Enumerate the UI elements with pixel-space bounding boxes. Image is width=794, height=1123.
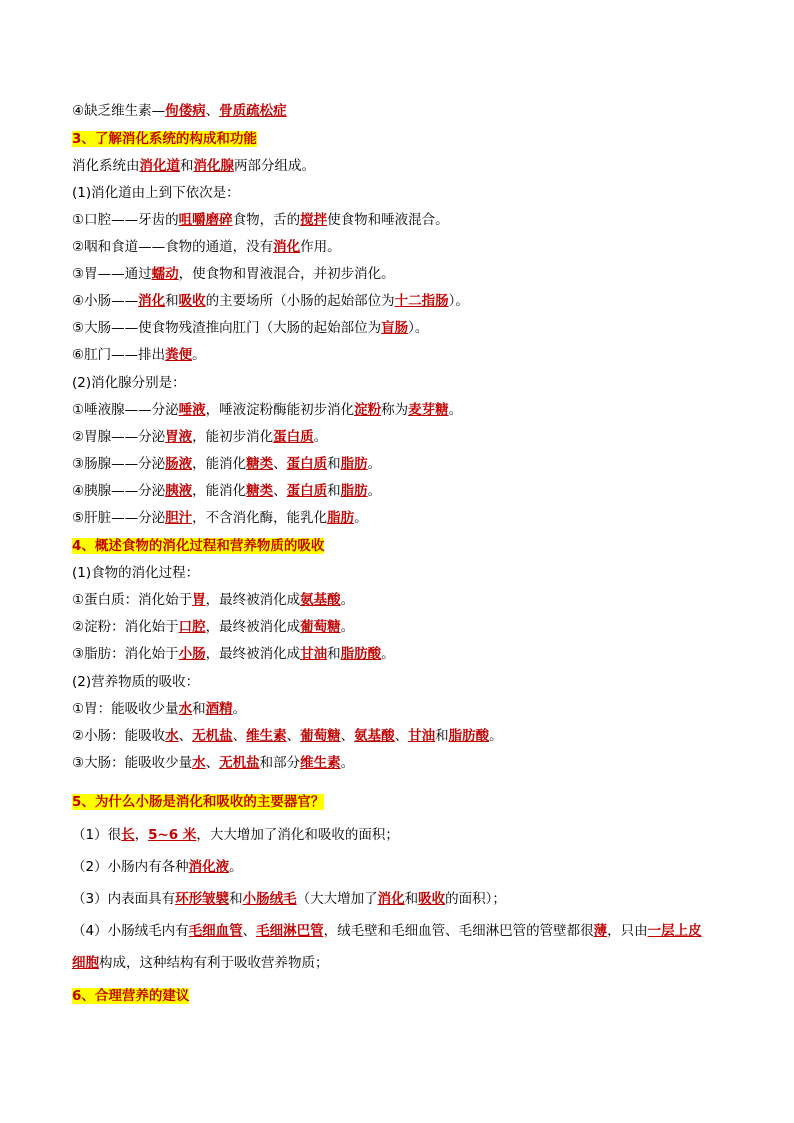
text: ，能初步消化: [192, 429, 274, 445]
text: （3）内表面具有: [72, 891, 176, 907]
text: 。: [313, 429, 328, 445]
keyword-answer: 胰液: [165, 483, 193, 499]
keyword-answer: 消化: [377, 891, 405, 907]
text: ，只由: [607, 923, 648, 939]
absorption-stomach: [72, 700, 246, 718]
keyword-answer: 咀嚼磨碎: [178, 212, 233, 228]
text: 和: [192, 701, 206, 717]
text: ，能消化: [192, 456, 247, 472]
text: ③肠腺——分泌: [72, 456, 166, 472]
keyword-answer: 细胞: [72, 955, 99, 971]
text: 。: [367, 483, 382, 499]
keyword-answer: 毛细淋巴管: [256, 923, 324, 939]
gland-pancreas: [72, 482, 381, 500]
keyword-answer: 氨基酸: [300, 592, 341, 608]
reason-4-line-1: [72, 922, 702, 940]
text: ③脂肪：消化始于: [72, 646, 179, 662]
text: 作用。: [300, 239, 341, 255]
text: 、: [273, 456, 287, 472]
keyword-answer: 葡萄糖: [300, 728, 341, 744]
text: —: [151, 103, 166, 119]
text: ，: [134, 827, 149, 843]
text: ，唾液淀粉酶能初步消化: [205, 402, 355, 418]
keyword-answer: 消化道: [139, 158, 180, 174]
digestive-tract-subheading: [72, 184, 240, 202]
text: 、: [205, 103, 220, 119]
text: ，使食物和胃液混合，并初步消化。: [178, 266, 395, 282]
text: 称为: [381, 402, 409, 418]
digestion-protein: [72, 591, 354, 609]
keyword-answer: 粪便: [165, 347, 193, 363]
keyword-answer: 薄: [593, 923, 608, 939]
text: 使食物和唾液混合。: [327, 212, 449, 228]
text: ①唾液腺——分泌: [72, 402, 179, 418]
keyword-answer: 蛋白质: [286, 483, 328, 499]
gland-salivary: [72, 401, 462, 419]
text: 和部分: [259, 755, 301, 771]
text: (1)食物的消化过程：: [72, 565, 200, 581]
absorption-large-intestine: [72, 754, 354, 772]
section-4-heading: [72, 537, 324, 555]
section-heading-text: 4、概述食物的消化过程和营养物质的吸收: [72, 538, 325, 554]
keyword-answer: 长: [121, 827, 135, 843]
text: ）。: [408, 320, 429, 336]
keyword-answer: 吸收: [178, 293, 206, 309]
text: （大大增加了: [296, 891, 378, 907]
keyword-answer: 维生素: [300, 755, 341, 771]
keyword-answer: 小肠: [178, 646, 206, 662]
text: 。: [354, 510, 368, 526]
keyword-answer: 唾液: [178, 402, 206, 418]
keyword-answer: 一层上皮: [647, 923, 702, 939]
text: 、: [340, 728, 355, 744]
text: 食物，舌的: [232, 212, 301, 228]
text: 、: [205, 755, 220, 771]
reason-1: [72, 826, 399, 844]
digestion-process-subheading: [72, 564, 199, 582]
keyword-answer: 蠕动: [151, 266, 179, 282]
keyword-answer: 无机盐: [219, 755, 260, 771]
text: 、: [286, 728, 301, 744]
text: ④小肠——: [72, 293, 139, 309]
text: 、: [242, 923, 257, 939]
text: 。: [232, 701, 247, 717]
reason-4-line-2: [72, 954, 329, 972]
keyword-answer: 脂肪: [327, 510, 355, 526]
text: 消化系统由: [72, 158, 140, 174]
absorption-subheading: [72, 673, 199, 691]
text: 、: [232, 728, 247, 744]
text: 。: [381, 646, 395, 662]
keyword-answer: 淀粉: [354, 402, 382, 418]
section-6-heading: [72, 987, 189, 1005]
text: (2)营养物质的吸收：: [72, 674, 200, 690]
reason-3: [72, 890, 506, 908]
keyword-answer: 佝偻病: [165, 103, 206, 119]
text: 和: [165, 293, 179, 309]
keyword-answer: 搅拌: [300, 212, 328, 228]
text: (1)消化道由上到下依次是：: [72, 185, 240, 201]
keyword-answer: 甘油: [408, 728, 436, 744]
reason-2: [72, 858, 243, 876]
text: 、: [273, 483, 287, 499]
text: 。: [340, 619, 355, 635]
keyword-answer: 糖类: [246, 483, 274, 499]
keyword-answer: 脂肪: [340, 456, 368, 472]
keyword-answer: 脂肪酸: [448, 728, 490, 744]
text: ④缺乏维生素: [72, 103, 152, 119]
keyword-answer: 口腔: [178, 619, 206, 635]
text: 和: [327, 646, 341, 662]
text: ⑥肛门——排出: [72, 347, 166, 363]
keyword-answer: 水: [192, 755, 206, 771]
text: ②胃腺——分泌: [72, 429, 166, 445]
keyword-answer: 小肠绒毛: [242, 891, 297, 907]
keyword-answer: 胃液: [165, 429, 193, 445]
keyword-answer: 5~6 米: [148, 827, 197, 843]
text: 。: [367, 456, 382, 472]
tract-small-intestine: [72, 292, 469, 310]
keyword-answer: 维生素: [246, 728, 287, 744]
keyword-answer: 消化: [273, 239, 301, 255]
keyword-answer: 葡萄糖: [300, 619, 341, 635]
tract-pharynx-esophagus: [72, 238, 341, 256]
text: 和: [180, 158, 194, 174]
digestion-starch: [72, 618, 354, 636]
keyword-answer: 糖类: [246, 456, 274, 472]
text: 。: [340, 755, 355, 771]
text: (2)消化腺分别是：: [72, 375, 186, 391]
text: ，最终被消化成: [205, 619, 301, 635]
keyword-answer: 脂肪: [340, 483, 368, 499]
section-heading-text: 3、了解消化系统的构成和功能: [72, 131, 257, 147]
text: ③大肠：能吸收少量: [72, 755, 193, 771]
keyword-answer: 水: [165, 728, 179, 744]
text: 。: [192, 347, 206, 363]
keyword-answer: 骨质疏松症: [219, 103, 287, 119]
text: 的主要场所（小肠的起始部位为: [205, 293, 395, 309]
vitamin-item-4: [72, 102, 287, 120]
tract-anus: [72, 346, 206, 364]
keyword-answer: 甘油: [300, 646, 328, 662]
keyword-answer: 胃: [192, 592, 206, 608]
section-heading-text: 5、为什么小肠是消化和吸收的主要器官？: [72, 794, 325, 810]
text: 和: [327, 483, 341, 499]
keyword-answer: 消化: [138, 293, 166, 309]
text: ③胃——通过: [72, 266, 152, 282]
keyword-answer: 吸收: [418, 891, 446, 907]
text: ，能消化: [192, 483, 247, 499]
keyword-answer: 蛋白质: [286, 456, 328, 472]
digestion-fat: [72, 645, 395, 663]
text: ①胃：能吸收少量: [72, 701, 179, 717]
keyword-answer: 盲肠: [381, 320, 409, 336]
text: ④胰腺——分泌: [72, 483, 166, 499]
gland-liver: [72, 509, 368, 527]
digestive-glands-subheading: [72, 374, 186, 392]
keyword-answer: 毛细血管: [188, 923, 243, 939]
text: ②咽和食道——食物的通道，没有: [72, 239, 274, 255]
text: ，不含消化酶，能乳化: [192, 510, 328, 526]
text: 两部分组成。: [234, 158, 315, 174]
text: 构成，这种结构有利于吸收营养物质；: [99, 955, 329, 971]
text: ，绒毛壁和毛细血管、毛细淋巴管的管壁都很: [323, 923, 594, 939]
text: 、: [178, 728, 193, 744]
text: 。: [340, 592, 355, 608]
section-3-heading: [72, 130, 257, 148]
text: 。: [448, 402, 463, 418]
text: 。: [229, 859, 243, 875]
keyword-answer: 十二指肠: [394, 293, 449, 309]
text: ）。: [448, 293, 469, 309]
text: （1）很: [72, 827, 122, 843]
text: ⑤大肠——使食物残渣推向肛门（大肠的起始部位为: [72, 320, 382, 336]
text: ②小肠：能吸收: [72, 728, 166, 744]
keyword-answer: 无机盐: [192, 728, 233, 744]
text: 和: [404, 891, 419, 907]
keyword-answer: 消化液: [188, 859, 230, 875]
tract-stomach: [72, 265, 395, 283]
absorption-small-intestine: [72, 727, 503, 745]
gland-intestinal: [72, 455, 381, 473]
text: （4）小肠绒毛内有: [72, 923, 189, 939]
section-heading-text: 6、合理营养的建议: [72, 988, 190, 1004]
text: 。: [489, 728, 503, 744]
keyword-answer: 蛋白质: [273, 429, 314, 445]
keyword-answer: 氨基酸: [354, 728, 395, 744]
tract-large-intestine: [72, 319, 428, 337]
keyword-answer: 消化腺: [193, 158, 234, 174]
text: ，最终被消化成: [205, 646, 301, 662]
keyword-answer: 麦芽糖: [408, 402, 449, 418]
keyword-answer: 环形皱襞: [175, 891, 230, 907]
text: 、: [394, 728, 409, 744]
text: （2）小肠内有各种: [72, 859, 189, 875]
keyword-answer: 肠液: [165, 456, 193, 472]
text: 的面积）；: [445, 891, 506, 907]
keyword-answer: 胆汁: [165, 510, 193, 526]
text: ，最终被消化成: [205, 592, 301, 608]
text: ⑤肝脏——分泌: [72, 510, 166, 526]
text: ，大大增加了消化和吸收的面积；: [196, 827, 399, 843]
keyword-answer: 酒精: [205, 701, 233, 717]
text: ①口腔——牙齿的: [72, 212, 179, 228]
keyword-answer: 脂肪酸: [340, 646, 382, 662]
text: ②淀粉：消化始于: [72, 619, 179, 635]
digestive-system-intro: [72, 157, 315, 175]
text: ①蛋白质：消化始于: [72, 592, 193, 608]
keyword-answer: 水: [178, 701, 193, 717]
gland-gastric: [72, 428, 327, 446]
text: 和: [327, 456, 341, 472]
text: 和: [229, 891, 243, 907]
tract-mouth: [72, 211, 449, 229]
section-5-heading: [72, 793, 324, 811]
text: 和: [435, 728, 449, 744]
